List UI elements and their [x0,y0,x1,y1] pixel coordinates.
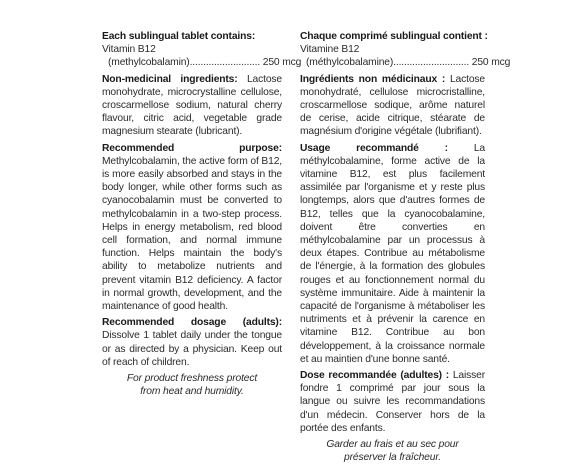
nonmedicinal-paragraph-fr [300,73,485,139]
storage-line-2: from heat and humidity. [140,386,244,398]
ingredient-row-fr [300,56,511,69]
ingredient-row [102,56,302,69]
english-column [102,30,302,398]
nonmedicinal-label-fr: Ingrédients non médicinaux : [300,73,446,85]
ingredient-form: (methylcobalamin) [108,57,190,69]
dosage-paragraph [102,316,282,369]
ingredient-form-fr: (méthylcobalamine) [306,57,394,69]
contains-heading-fr: Chaque comprimé sublingual contient : [300,31,488,42]
storage-line-1-fr: Garder au frais et au sec pour [326,439,459,451]
storage-line-1: For product freshness protect [126,373,258,385]
storage-note [102,372,282,398]
dosage-text: Dissolve 1 tablet daily under the tongue or as directed by a physician. Keep out of reach of children. [102,330,282,368]
dosage-text-fr: Laisser fondre 1 comprimé par jour sous la langue ou suivre les recommandations d'un médecin. Conserver hors de la portée des enfants. [300,370,485,434]
nonmedicinal-text: Lactose monohydrate, microcrystalline cellulose, croscarmellose sodium, natural cherry flavour, citric acid, vegetable grade magnesium stearate (lubricant). [102,73,282,138]
ingredient-amount: 250 mcg [262,57,302,69]
dosage-label: Recommended dosage (adults): [102,317,282,329]
purpose-text-fr: La méthylcobalamine, forme active de la vitamine B12, est plus facilement assimilée par l'organisme et y reste plus longtemps, alors que d'autres formes de B12, telles que la cyanocobalamine, doivent être converties en méthylcobalamine par un processus à deux étapes. Contribue au métabolisme de l'énergie, à la formation des globules rouges et au fonctionnement normal du système immunitaire. Aide à maintenir la capacité de l'organisme à métaboliser les nutriments et à prévenir la carence en vitamine B12. Contribue au bon développement, à la croissance normale et au maintien d'une bonne santé. [300,142,485,365]
ingredient-name-fr: Vitamine B12 [300,44,360,56]
ingredient-name: Vitamin B12 [102,44,156,56]
storage-line-2-fr: préserver la fraîcheur. [344,452,441,464]
nonmedicinal-text-fr: Lactose monohydraté, cellulose microcristalline, croscarmellose sodique, arôme naturel de cerise, acide citrique, stéarate de magnésium d'origine végétale (lubrifiant). [300,73,485,138]
purpose-label: Recommended purpose: [102,142,282,154]
purpose-paragraph [102,142,282,314]
nonmedicinal-paragraph [102,73,282,139]
purpose-paragraph-fr [300,142,485,366]
ingredient-dots-fr: ............................ [393,57,470,69]
french-column [300,30,511,465]
nonmedicinal-label: Non-medicinal ingredients: [102,73,238,85]
purpose-text: Methylcobalamin, the active form of B12, is more easily absorbed and stays in the body longer, while other forms such as cyanocobalamin must be converted to methylcobalamin in a two-step process. Helps in energy metabolism, red blood cell formation, and normal immune function. Helps maintain the body's ability to metabolize nutrients and prevent vitamin B12 deficiency. A factor in normal growth, development, and the maintenance of good health. [102,155,283,313]
purpose-label-fr: Usage recommandé : [300,142,448,154]
ingredient-dots: .......................... [189,57,261,69]
dosage-paragraph-fr [300,369,485,435]
dosage-label-fr: Dose recommandée (adultes) : [300,370,450,382]
storage-note-fr [300,438,485,464]
ingredient-amount-fr: 250 mcg [471,57,511,69]
contains-heading: Each sublingual tablet contains: [102,31,256,42]
